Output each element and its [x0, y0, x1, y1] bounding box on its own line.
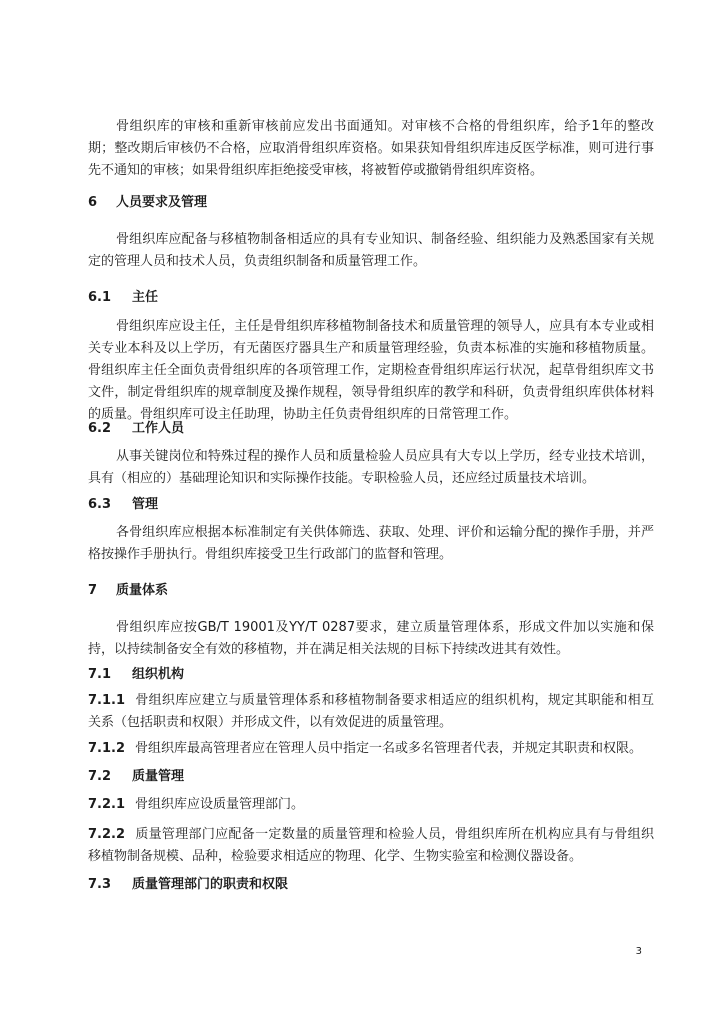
heading-title: 组织机构	[132, 667, 185, 682]
heading-section-6	[88, 194, 654, 212]
clause-7-1-1	[88, 690, 654, 734]
clause-7-2-1	[88, 794, 654, 816]
heading-number: 7.2	[88, 769, 112, 784]
intro-paragraph: 骨组织库的审核和重新审核前应发出书面通知。对审核不合格的骨组织库，给予1年的整改期；整改期后审核仍不合格，应取消骨组织库资格。如果获知骨组织库违反医学标准，则可进行事先不通知的审核；如果骨组织库拒绝接受审核，将被暂停或撤销骨组织库资格。	[88, 119, 654, 178]
heading-section-7-2	[88, 768, 654, 786]
heading-title: 质量管理	[132, 769, 185, 784]
clause-7-2-2	[88, 824, 654, 868]
heading-title: 质量管理部门的职责和权限	[132, 877, 289, 892]
clause-number: 7.2.2	[88, 827, 126, 842]
section-6-1-paragraph: 骨组织库应设主任，主任是骨组织库移植物制备技术和质量管理的领导人，应具有本专业或相关专业本科及以上学历，有无菌医疗器具生产和质量管理经验，负责本标准的实施和移植物质量。骨组织库主任全面负责骨组织库的各项管理工作，定期检查骨组织库运行状况，起草骨组织库文书文件，制定骨组织库的规章制度及操作规程，领导骨组织库的教学和科研，负责骨组织库供体材料的质量。骨组织库可设主任助理，协助主任负责骨组织库的日常管理工作。	[88, 319, 654, 422]
clause-number: 7.2.1	[88, 797, 126, 812]
heading-number: 6.2	[88, 421, 112, 436]
page-number: 3	[635, 946, 642, 957]
heading-title: 管理	[132, 497, 159, 512]
heading-section-7	[88, 582, 654, 600]
clause-number: 7.1.1	[88, 693, 126, 708]
heading-section-6-1	[88, 289, 654, 307]
heading-section-7-1	[88, 666, 654, 684]
heading-title: 工作人员	[132, 421, 185, 436]
section-6-paragraph: 骨组织库应配备与移植物制备相适应的具有专业知识、制备经验、组织能力及熟悉国家有关规定的管理人员和技术人员，负责组织制备和质量管理工作。	[88, 232, 654, 269]
heading-number: 6.3	[88, 497, 112, 512]
heading-number: 7.3	[88, 877, 112, 892]
clause-number: 7.1.2	[88, 741, 126, 756]
heading-title: 质量体系	[116, 583, 169, 598]
clause-text: 骨组织库最高管理者应在管理人员中指定一名或多名管理者代表，并规定其职责和权限。	[135, 741, 643, 756]
heading-title: 主任	[132, 290, 159, 305]
heading-section-6-2	[88, 420, 654, 438]
heading-section-7-3	[88, 876, 654, 894]
heading-title: 人员要求及管理	[116, 195, 208, 210]
clause-text: 骨组织库应设质量管理部门。	[135, 797, 305, 812]
clause-7-1-2	[88, 738, 654, 760]
heading-number: 7	[88, 583, 98, 598]
clause-text: 质量管理部门应配备一定数量的质量管理和检验人员，骨组织库所在机构应具有与骨组织移植物制备规模、品种，检验要求相适应的物理、化学、生物实验室和检测仪器设备。	[88, 827, 654, 864]
heading-number: 6	[88, 195, 98, 210]
clause-text: 骨组织库应建立与质量管理体系和移植物制备要求相适应的组织机构，规定其职能和相互关系（包括职责和权限）并形成文件，以有效促进的质量管理。	[88, 693, 654, 730]
section-7-paragraph: 骨组织库应按GB/T 19001及YY/T 0287要求，建立质量管理体系，形成文件加以实施和保持，以持续制备安全有效的移植物，并在满足相关法规的目标下持续改进其有效性。	[88, 620, 654, 657]
heading-section-6-3	[88, 496, 654, 514]
section-6-2-paragraph: 从事关键岗位和特殊过程的操作人员和质量检验人员应具有大专以上学历，经专业技术培训，具有（相应的）基础理论知识和实际操作技能。专职检验人员，还应经过质量技术培训。	[88, 449, 654, 486]
heading-number: 7.1	[88, 667, 112, 682]
heading-number: 6.1	[88, 290, 112, 305]
section-6-3-paragraph: 各骨组织库应根据本标准制定有关供体筛选、获取、处理、评价和运输分配的操作手册，并严格按操作手册执行。骨组织库接受卫生行政部门的监督和管理。	[88, 525, 654, 562]
